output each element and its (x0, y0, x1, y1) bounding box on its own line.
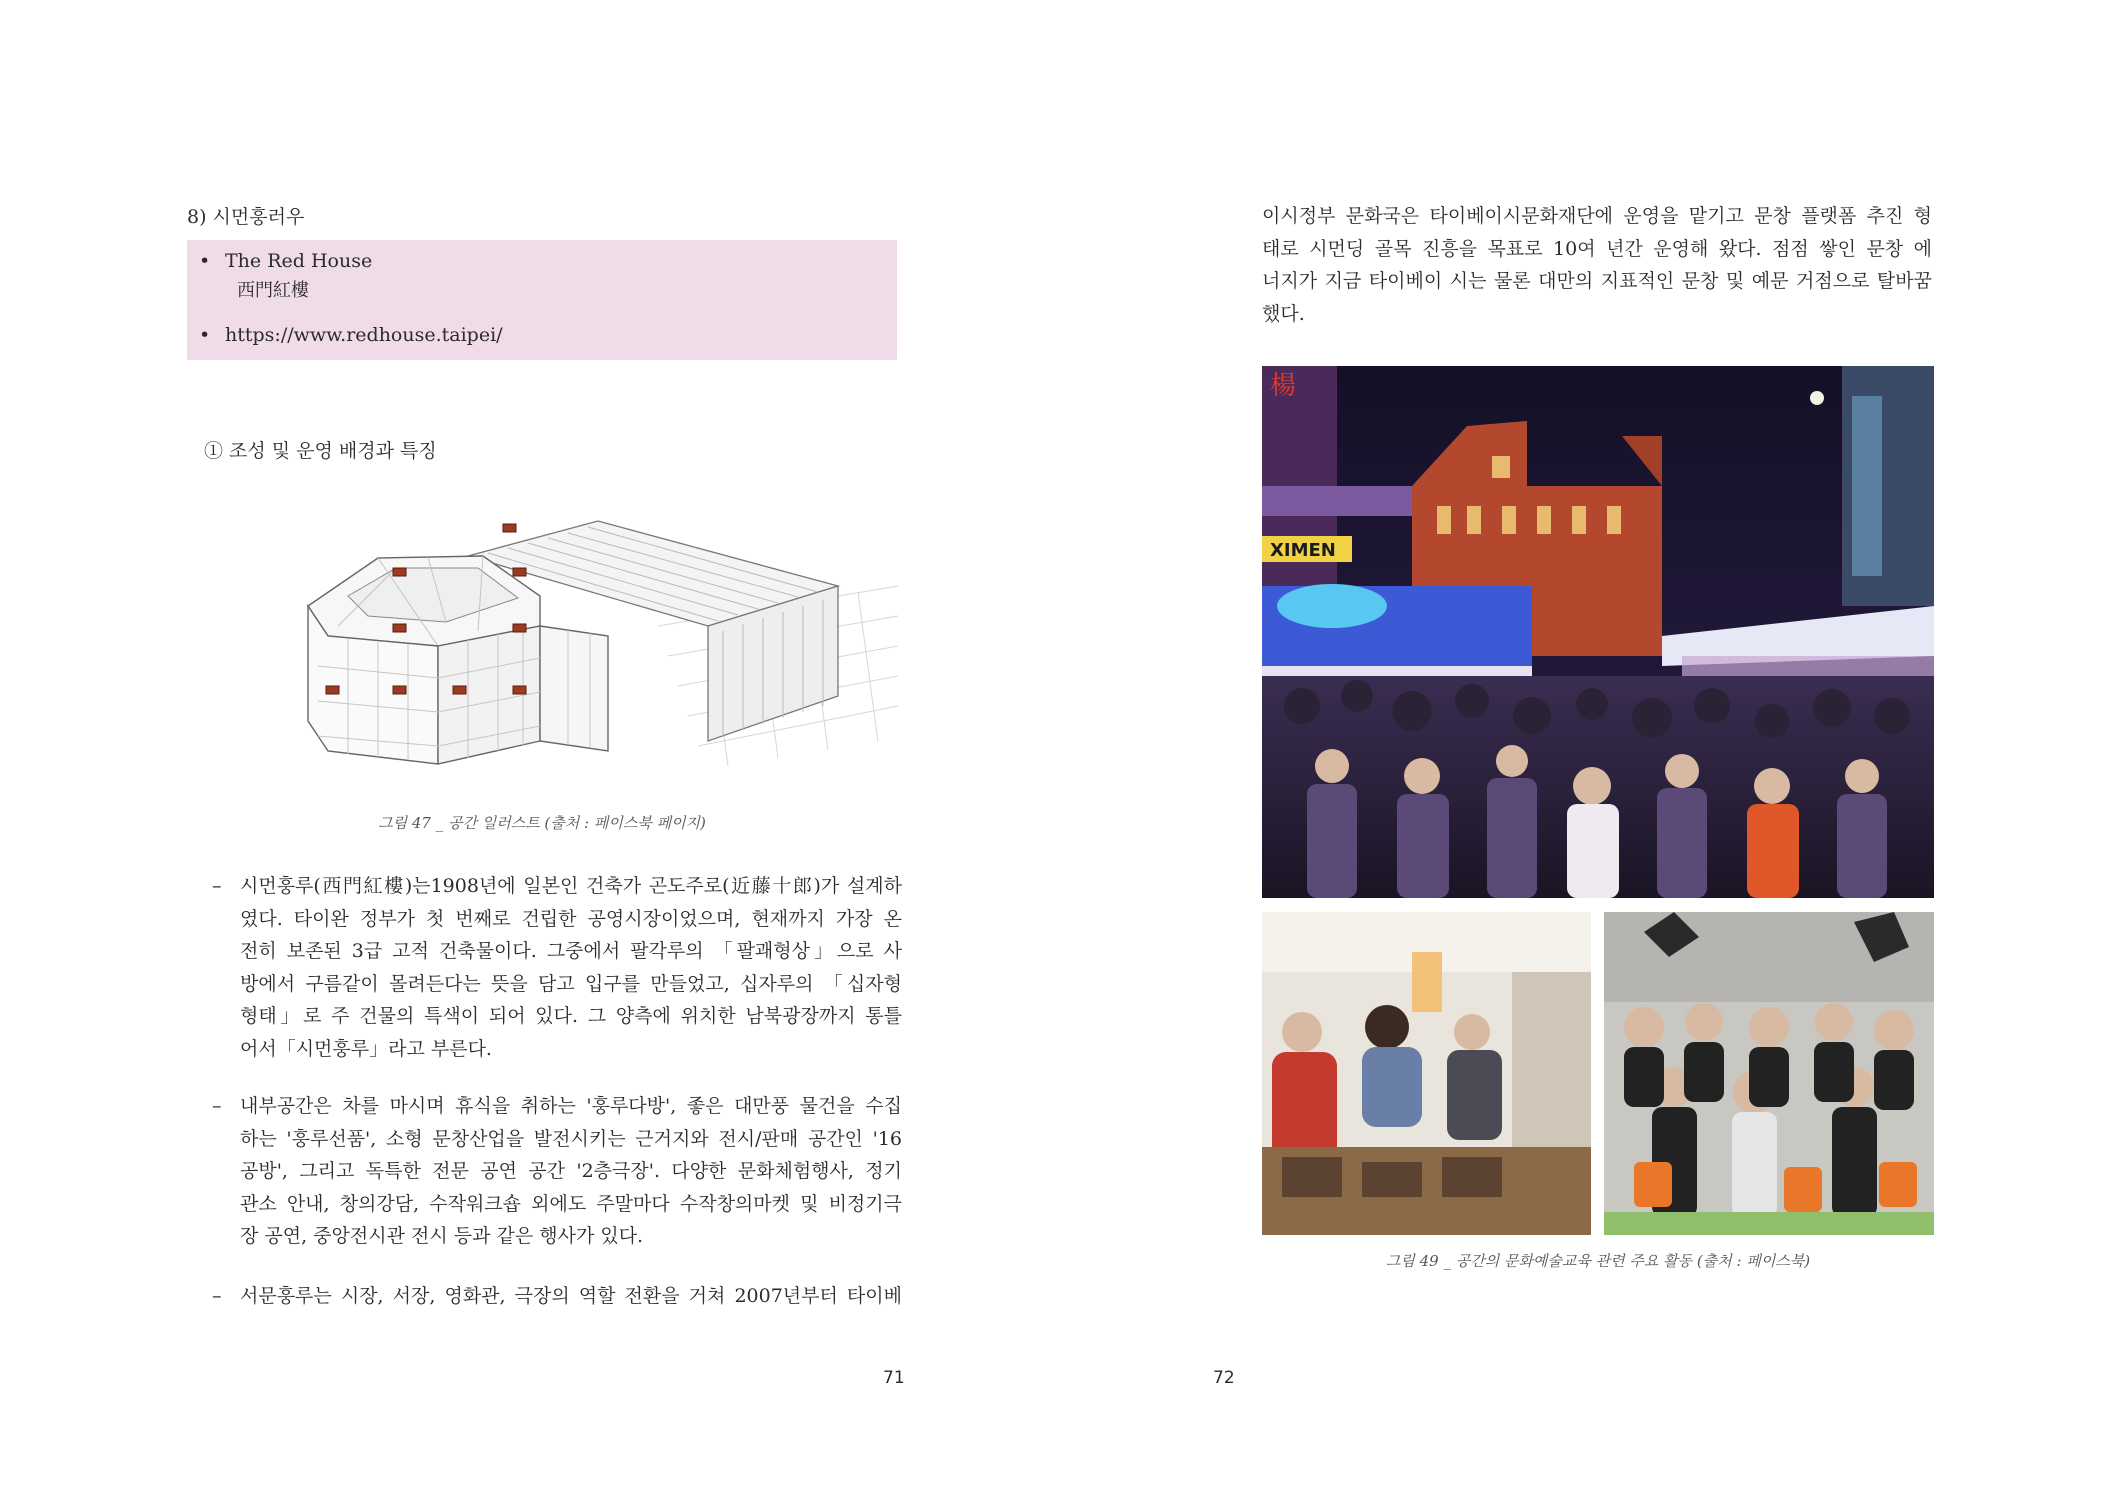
marker-3 (513, 568, 526, 576)
halloween-kids-photo (1604, 912, 1934, 1235)
paragraph-line: 너지가 지금 타이베이 시는 물론 대만의 지표적인 문창 및 예문 거점으로 탈바꿈 (1262, 270, 1932, 292)
paragraph-line: 공방', 그리고 독특한 전문 공연 공간 '2층극장'. 다양한 문화체험행사, 정기 (240, 1160, 902, 1182)
figure-49-caption: 그림 49 _ 공간의 문화예술교육 관련 주요 활동 (출처 : 페이스북) (1385, 1252, 1811, 1270)
paragraph-1 (212, 870, 902, 1065)
paragraph-line: 서문훙루는 시장, 서장, 영화관, 극장의 역할 전환을 거쳐 2007년부터 타이베 (240, 1285, 902, 1307)
right-paragraph (1262, 200, 1932, 330)
dash-marker: – (212, 1095, 222, 1117)
paragraph-line: 형태」로 주 건물의 특색이 되어 있다. 그 양측에 위치한 남북광장까지 통틀 (240, 1005, 902, 1027)
shop-scene-image (1262, 912, 1591, 1235)
marker-4 (393, 624, 406, 632)
paragraph-line: 시먼훙루(西門紅樓)는1908년에 일본인 건축가 곤도주로(近藤十郎)가 설계하 (240, 875, 902, 897)
kids-scene-image (1604, 912, 1934, 1235)
bullet-icon: • (199, 250, 211, 272)
paragraph-3 (212, 1280, 902, 1313)
paragraph-line: 태로 시먼딩 골목 진흥을 목표로 10여 년간 운영해 왔다. 점점 쌓인 문창 에 (1262, 237, 1932, 260)
svg-text:楊: 楊 (1270, 371, 1297, 401)
paragraph-line: 이시정부 문화국은 타이베이시문화재단에 운영을 맡기고 문창 플랫폼 추진 형 (1262, 205, 1932, 227)
name-chinese: 西門紅樓 (237, 280, 309, 301)
page-number-right: 72 (1213, 1368, 1235, 1388)
section-title: 8) 시먼훙러우 (187, 206, 305, 228)
marker-1 (503, 524, 516, 532)
figure-47-caption: 그림 47 _ 공간 일러스트 (출처 : 페이스북 페이지) (378, 814, 706, 832)
paragraph-line: 내부공간은 차를 마시며 휴식을 취하는 '훙루다방', 좋은 대만풍 물건을 수집 (240, 1095, 902, 1117)
dash-marker: – (212, 1285, 222, 1307)
paragraph-line: 하는 '훙루선품', 소형 문창산업을 발전시키는 근거지와 전시/판매 공간인 '16 (240, 1127, 902, 1150)
paragraph-line: 관소 안내, 창의강담, 수작워크숍 외에도 주말마다 수작창의마켓 및 비정기극 (240, 1192, 902, 1215)
building-line-drawing (278, 496, 903, 776)
marker-9 (513, 686, 526, 694)
marker-8 (453, 686, 466, 694)
paragraph-line: 어서「시먼훙루」라고 부른다. (240, 1037, 492, 1060)
night-scene-image (1262, 366, 1934, 898)
marker-2 (393, 568, 406, 576)
info-box (187, 240, 897, 360)
svg-text:XIMEN: XIMEN (1270, 540, 1336, 561)
subsection-title: ① 조성 및 운영 배경과 특징 (204, 440, 437, 462)
building-illustration (278, 496, 903, 776)
night-event-photo (1262, 366, 1934, 898)
paragraph-line: 장 공연, 중앙전시관 전시 등과 같은 행사가 있다. (240, 1225, 644, 1247)
name-english: The Red House (225, 250, 373, 272)
paragraph-line: 였다. 타이완 정부가 첫 번째로 건립한 공영시장이었으며, 현재까지 가장 온 (240, 907, 902, 930)
paragraph-line: 했다. (1262, 302, 1305, 325)
page-number-left: 71 (883, 1368, 905, 1388)
marker-6 (326, 686, 339, 694)
bullet-icon: • (199, 324, 211, 346)
dash-marker: – (212, 875, 222, 897)
left-page (0, 0, 1052, 1488)
info-name-row (199, 250, 885, 272)
paragraph-line: 방에서 구름같이 몰려든다는 뜻을 담고 입구를 만들었고, 십자루의 「십자형 (240, 972, 902, 995)
info-url-row (199, 324, 885, 346)
shop-activity-photo (1262, 912, 1591, 1235)
marker-5 (513, 624, 526, 632)
marker-7 (393, 686, 406, 694)
paragraph-line: 전히 보존된 3급 고적 건축물이다. 그중에서 팔각루의 「팔괘형상」으로 사 (240, 940, 902, 962)
paragraph-2 (212, 1090, 902, 1253)
website-link[interactable]: https://www.redhouse.taipei/ (225, 324, 503, 346)
